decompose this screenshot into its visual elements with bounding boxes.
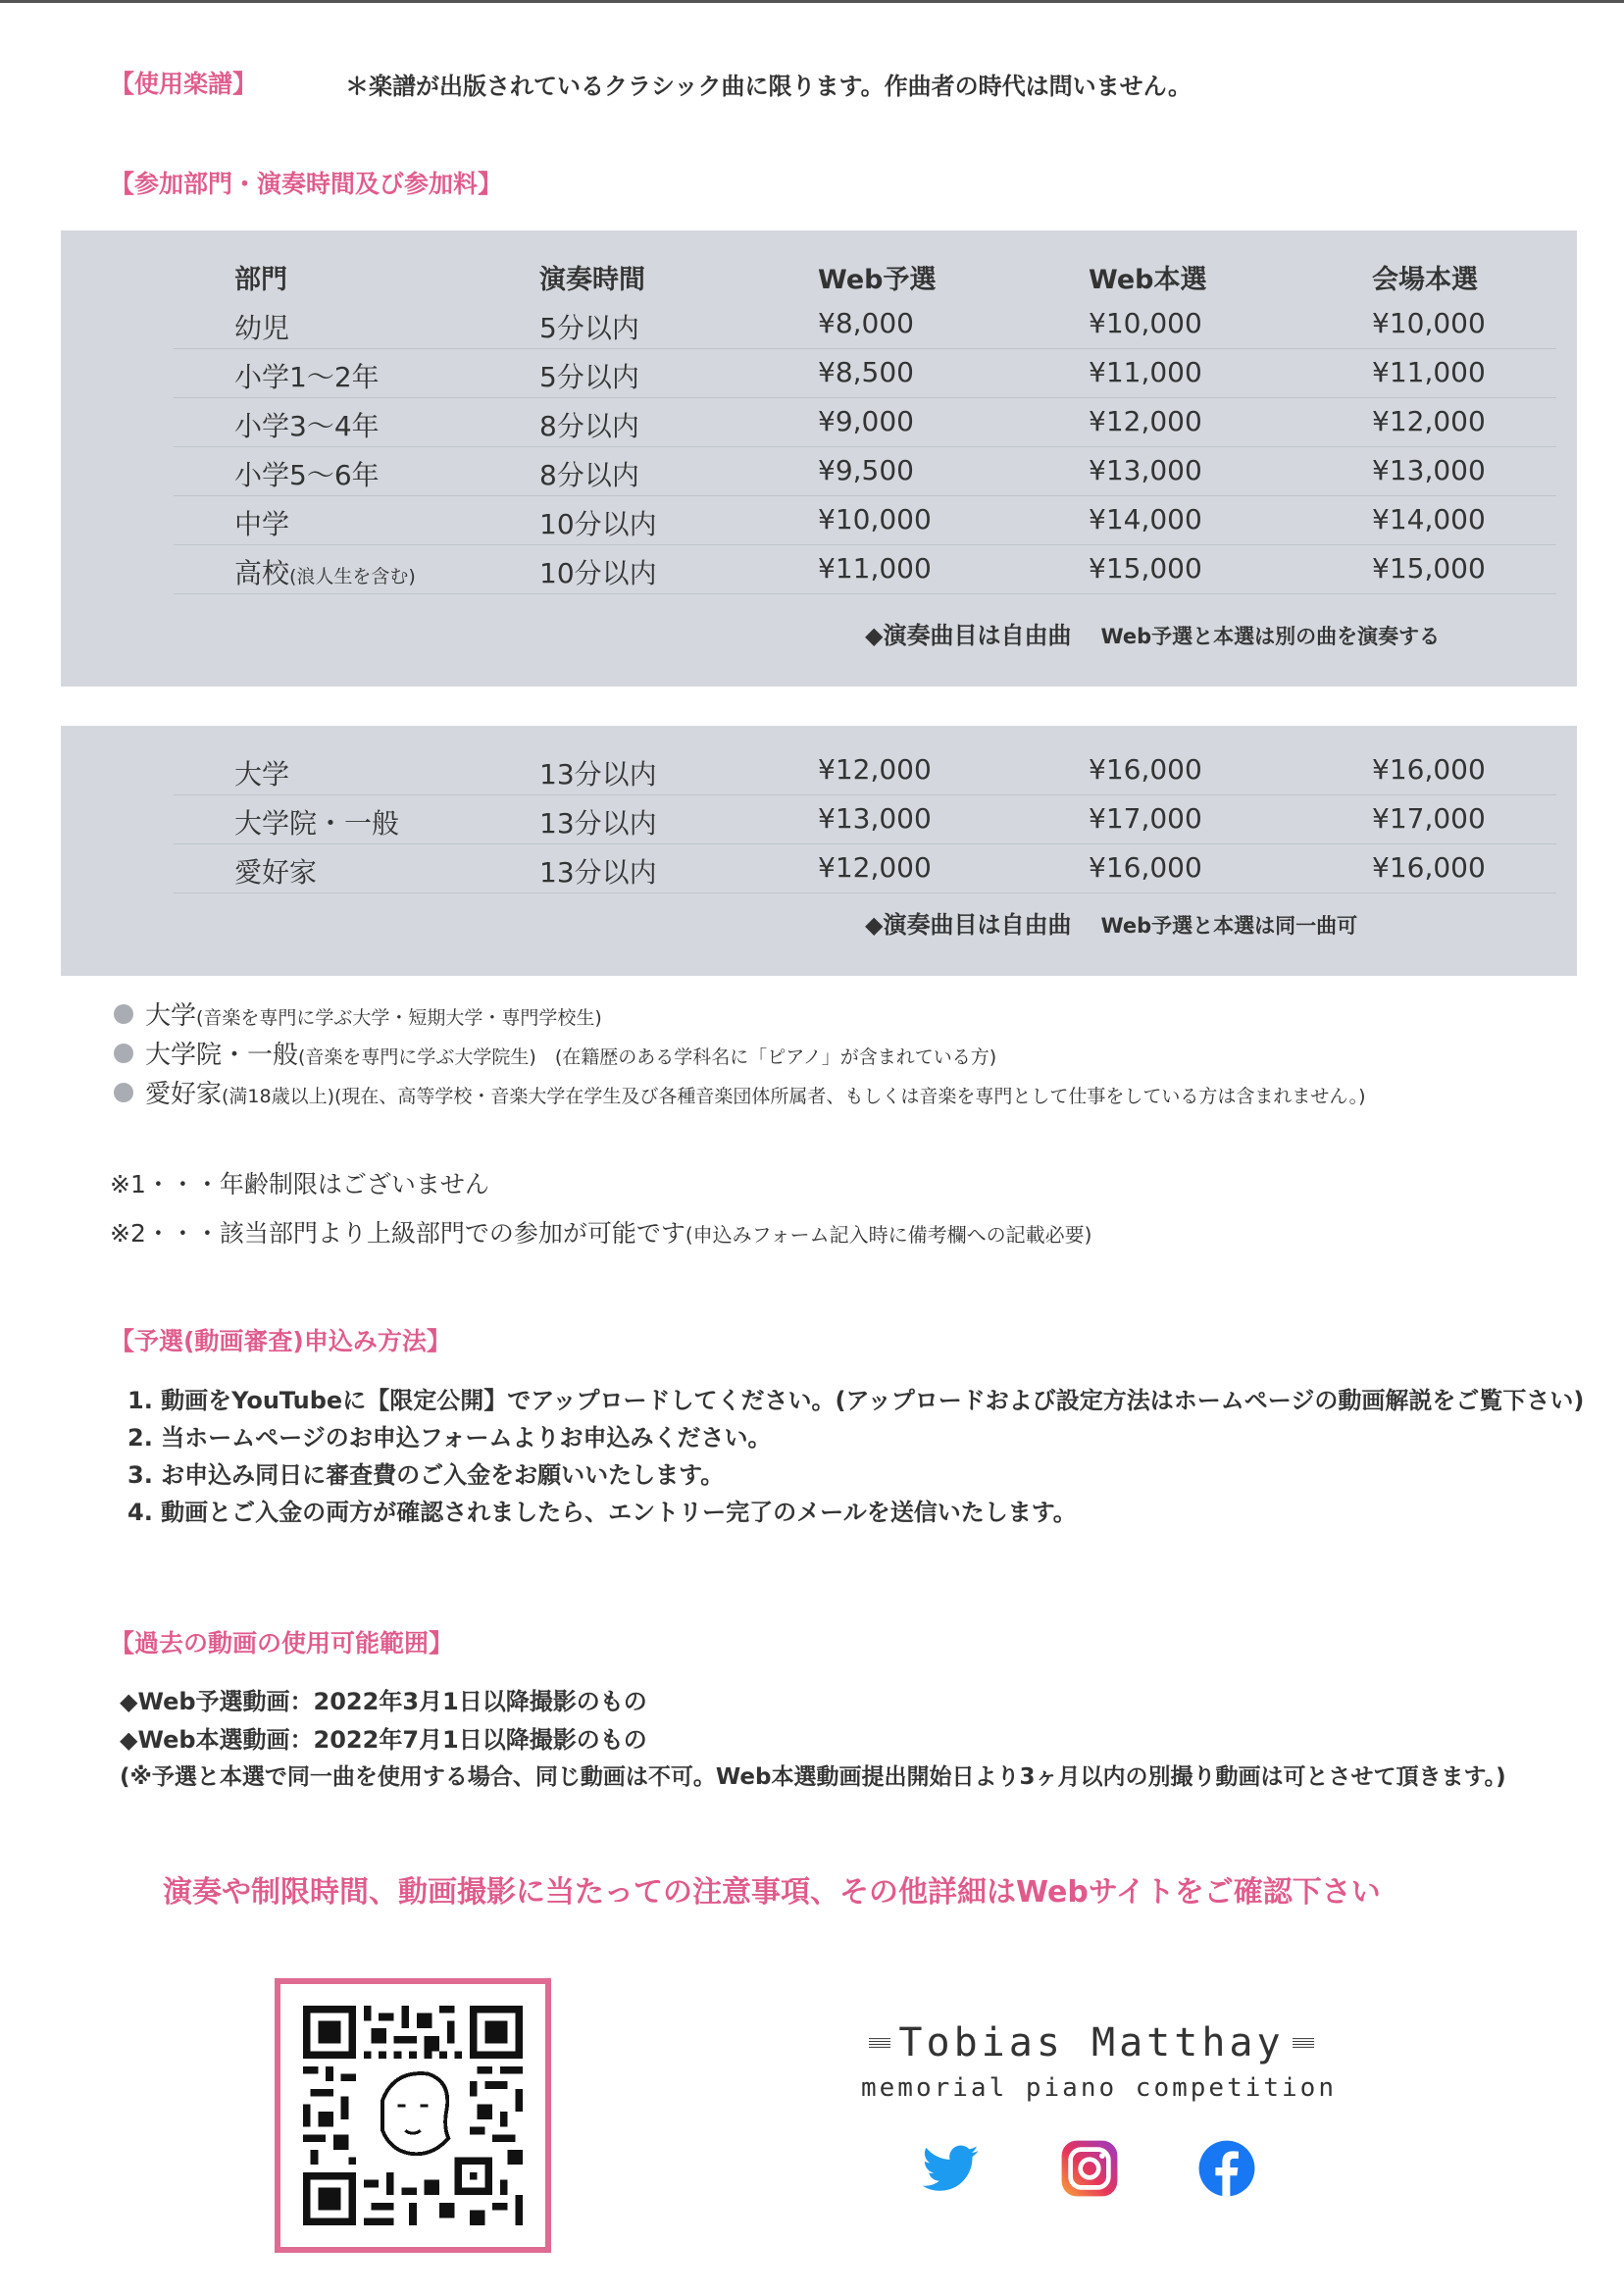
bullet-dot-icon	[114, 1044, 133, 1063]
row-web-final-fee: ¥12,000	[1089, 405, 1202, 437]
category-desc: (満18歳以上)(現在、高等学校・音楽大学在学生及び各種音楽団体所属者、もしくは音楽を専門として仕事をしている方は含まれません。)	[222, 1086, 1366, 1107]
row-division: 中学	[234, 508, 290, 540]
past-video-line-3: (※予選と本選で同一曲を使用する場合、同じ動画は不可。Web本選動画提出開始日より3ヶ月以内の別撮り動画は可とさせて頂きます。)	[120, 1764, 1506, 1790]
division-heading: 【参加部門・演奏時間及び参加料】	[110, 170, 503, 198]
list-item: 1. 動画をYouTubeに【限定公開】でアップロードしてください。(アップロードおよび設定方法はホームページの動画解説をご覧下さい)	[127, 1387, 1585, 1414]
row-time: 8分以内	[539, 459, 639, 491]
row-venue-fee: ¥13,000	[1372, 454, 1486, 486]
row-web-pre-fee: ¥8,000	[818, 307, 914, 339]
table-note-1	[865, 616, 1440, 650]
row-web-pre-fee: ¥12,000	[818, 753, 932, 786]
row-venue-fee: ¥16,000	[1372, 851, 1486, 884]
row-venue-fee: ¥17,000	[1372, 802, 1486, 835]
row-web-pre-fee: ¥11,000	[818, 552, 932, 585]
website-notice: 演奏や制限時間、動画撮影に当たっての注意事項、その他詳細はWebサイトをご確認下さい	[163, 1875, 1381, 1910]
row-time: 10分以内	[539, 508, 657, 540]
qr-code-frame[interactable]	[275, 1978, 551, 2253]
table-row	[174, 348, 1556, 398]
application-heading: 【予選(動画審査)申込み方法】	[110, 1327, 451, 1355]
note-main: ◆演奏曲目は自由曲	[865, 622, 1072, 649]
row-web-final-fee: ¥14,000	[1089, 503, 1202, 535]
header-venue-final: 会場本選	[1372, 265, 1478, 295]
row-division: 愛好家	[234, 856, 318, 889]
row-venue-fee: ¥14,000	[1372, 503, 1486, 535]
list-item: 3. お申込み同日に審査費のご入金をお願いいたします。	[127, 1461, 725, 1489]
past-video-line-2: ◆Web本選動画：2022年7月1日以降撮影のもの	[120, 1726, 647, 1754]
scores-heading: 【使用楽譜】	[110, 70, 258, 98]
list-item: 4. 動画とご入金の両方が確認されましたら、エントリー完了のメールを送信いたします。	[127, 1499, 1077, 1526]
row-time: 13分以内	[539, 807, 657, 840]
row-time: 5分以内	[539, 312, 639, 344]
row-web-pre-fee: ¥9,500	[818, 454, 914, 486]
row-venue-fee: ¥12,000	[1372, 405, 1486, 437]
header-web-final: Web本選	[1089, 265, 1207, 295]
table-row	[174, 299, 1556, 349]
row-venue-fee: ¥16,000	[1372, 753, 1486, 786]
fee-table-panel-1	[61, 230, 1577, 687]
row-web-final-fee: ¥10,000	[1089, 307, 1202, 339]
header-time: 演奏時間	[539, 265, 645, 295]
table-note-2	[865, 905, 1357, 940]
table-header-row	[174, 250, 1556, 299]
note-sub: Web予選と本選は別の曲を演奏する	[1100, 625, 1441, 648]
row-web-final-fee: ¥15,000	[1089, 552, 1202, 585]
fee-table-panel-2	[61, 726, 1577, 976]
row-time: 10分以内	[539, 557, 657, 589]
row-venue-fee: ¥11,000	[1372, 356, 1486, 388]
row-time: 5分以内	[539, 361, 639, 393]
row-web-final-fee: ¥17,000	[1089, 802, 1202, 835]
note-sub: Web予選と本選は同一曲可	[1100, 914, 1358, 938]
logo-title: Tobias Matthay	[898, 2020, 1285, 2065]
row-web-final-fee: ¥11,000	[1089, 356, 1202, 388]
table-row	[174, 794, 1556, 844]
remark-1: ※1・・・年齢制限はございません	[110, 1170, 489, 1198]
note-main: ◆演奏曲目は自由曲	[865, 911, 1072, 939]
remark-2-note: (申込みフォーム記入時に備考欄への記載必要)	[685, 1223, 1092, 1247]
logo-title-row	[861, 2020, 1322, 2065]
table-row	[174, 495, 1556, 545]
row-division: 大学院・一般	[234, 807, 400, 840]
top-border	[0, 0, 1624, 3]
row-division-note: (浪人生を含む)	[289, 566, 416, 587]
category-desc: (音楽を専門に学ぶ大学院生) (在籍歴のある学科名に「ピアノ」が含まれている方)	[298, 1046, 997, 1068]
past-video-line-1: ◆Web予選動画：2022年3月1日以降撮影のもの	[120, 1688, 647, 1715]
table-row	[174, 843, 1556, 893]
row-division-name: 高校	[234, 557, 290, 589]
row-division: 幼児	[234, 312, 290, 344]
category-desc: (音楽を専門に学ぶ大学・短期大学・専門学校生)	[196, 1007, 602, 1029]
bullet-dot-icon	[114, 1083, 133, 1102]
application-steps	[127, 1381, 1584, 1530]
remark-2	[110, 1214, 1091, 1249]
row-division: 小学3〜4年	[234, 410, 380, 442]
past-video-heading: 【過去の動画の使用可能範囲】	[110, 1629, 454, 1657]
instagram-icon[interactable]	[1059, 2138, 1120, 2199]
scores-text: ＊楽譜が出版されているクラシック曲に限ります。作曲者の時代は問いません。	[345, 73, 1193, 100]
category-name: 大学院・一般	[145, 1041, 299, 1070]
competition-logo	[861, 2020, 1337, 2103]
row-web-final-fee: ¥16,000	[1089, 753, 1202, 786]
qr-code-icon[interactable]	[302, 2006, 524, 2225]
category-item	[114, 1035, 996, 1071]
logo-lines-right-icon	[1293, 2032, 1314, 2054]
row-division: 大学	[234, 758, 290, 790]
row-web-pre-fee: ¥10,000	[818, 503, 932, 535]
logo-lines-left-icon	[869, 2032, 890, 2054]
row-time: 13分以内	[539, 856, 657, 889]
facebook-icon[interactable]	[1196, 2138, 1257, 2199]
row-venue-fee: ¥15,000	[1372, 552, 1486, 585]
row-division	[234, 552, 416, 591]
logo-subtitle: memorial piano competition	[861, 2073, 1337, 2103]
table-row	[174, 446, 1556, 496]
row-web-pre-fee: ¥8,500	[818, 356, 914, 388]
row-time: 13分以内	[539, 758, 657, 790]
category-name: 愛好家	[145, 1080, 223, 1109]
row-web-final-fee: ¥13,000	[1089, 454, 1202, 486]
row-web-pre-fee: ¥9,000	[818, 405, 914, 437]
twitter-icon[interactable]	[920, 2138, 981, 2199]
remark-2-main: ※2・・・該当部門より上級部門での参加が可能です	[110, 1219, 685, 1248]
table-row	[174, 745, 1556, 795]
row-division: 小学1〜2年	[234, 361, 380, 393]
category-item	[114, 1074, 1366, 1110]
list-item: 2. 当ホームページのお申込フォームよりお申込みください。	[127, 1424, 772, 1452]
header-division: 部門	[234, 265, 287, 295]
table-row	[174, 397, 1556, 447]
row-web-pre-fee: ¥13,000	[818, 802, 932, 835]
row-division: 小学5〜6年	[234, 459, 380, 491]
header-web-preliminary: Web予選	[818, 265, 937, 295]
category-name: 大学	[145, 1001, 197, 1031]
row-web-pre-fee: ¥12,000	[818, 851, 932, 884]
category-item	[114, 995, 602, 1032]
row-time: 8分以内	[539, 410, 639, 442]
row-venue-fee: ¥10,000	[1372, 307, 1486, 339]
row-web-final-fee: ¥16,000	[1089, 851, 1202, 884]
table-row	[174, 544, 1556, 594]
bullet-dot-icon	[114, 1004, 133, 1024]
